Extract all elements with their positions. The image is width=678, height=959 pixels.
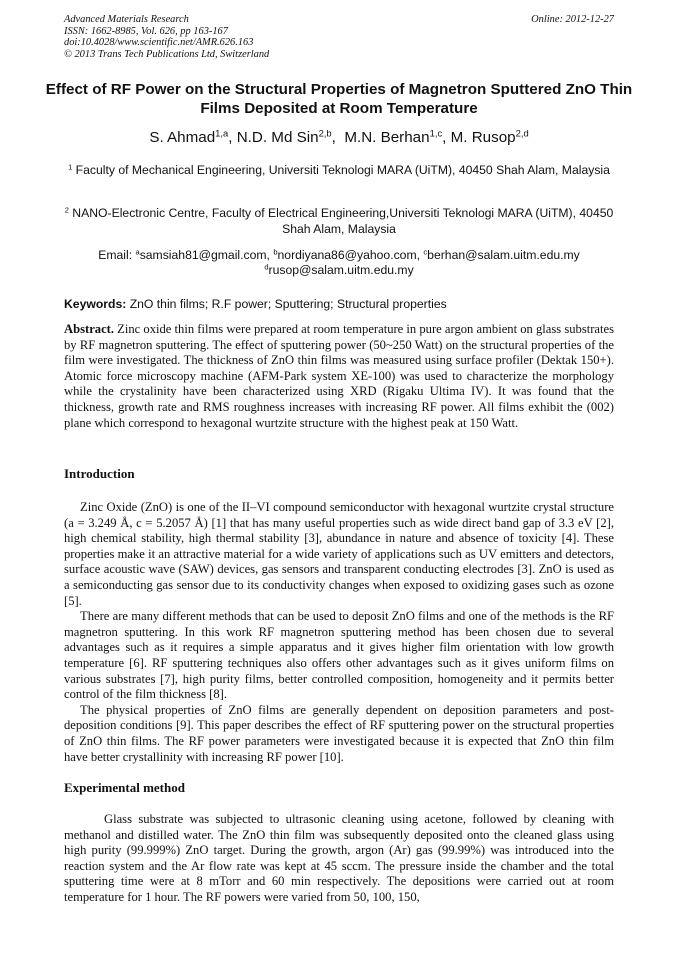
keywords: Keywords: ZnO thin films; R.F power; Sputtering; Structural properties bbox=[64, 297, 447, 311]
keywords-label: Keywords: bbox=[64, 297, 127, 311]
journal-header bbox=[64, 14, 614, 60]
section-heading-introduction: Introduction bbox=[64, 466, 135, 481]
email-address: rusop@salam.uitm.edu.my bbox=[268, 263, 414, 277]
author: M. Rusop$^{2,d}$ bbox=[450, 127, 529, 146]
author: N.D. Md Sin$^{2,b}$, bbox=[236, 127, 345, 146]
doi-line: doi:10.4028/www.scientific.net/AMR.626.163 bbox=[64, 37, 254, 49]
copyright-line: © 2013 Trans Tech Publications Ltd, Switzerland bbox=[64, 48, 270, 60]
affiliation-1: $^1$ Faculty of Mechanical Engineering, Universiti Teknologi MARA (UiTM), 40450 Shah Alam, Malaysia bbox=[68, 162, 610, 177]
introduction-body bbox=[64, 500, 614, 765]
paper-title: Effect of RF Power on the Structural Properties of Magnetron Sputtered ZnO Thin Films Deposited at Room Temperature bbox=[45, 81, 633, 117]
abstract-label: Abstract. bbox=[64, 322, 115, 336]
abstract: Abstract. Zinc oxide thin films were prepared at room temperature in pure argon ambient on glass substrates by RF magnetron sputtering. The effect of sputtering power (50~250 Watt) on the structural properties of the film were investigated. The thickness of ZnO thin films was measured using surface profiler (Dektak 150+). Atomic force microscopy machine (AFM-Park system XE-100) was used to characterize the morphology while the crystalinity have been characterized using XRD (Rigaku Ultima IV). It was found that the thickness, growth rate and RMS roughness increases with increasing RF power. All films exhibit the (002) plane which correspond to hexagonal wurtzite structure with the highest peak at 150 Watt. bbox=[64, 322, 614, 430]
author: S. Ahmad$^{1,a}$, bbox=[149, 127, 237, 146]
experimental-body: Glass substrate was subjected to ultrasonic cleaning using acetone, followed by cleaning with methanol and distilled water. The ZnO thin film was subsequently deposited onto the cleaned glass using high purity (99.999%) ZnO target. During the growth, argon (Ar) gas (99.99%) was introduced into the reaction system and the Ar flow rate was kept at 45 sccm. The pressure inside the chamber and the total sputtering time were at 8 mTorr and 60 min respectively. The depositions were carried out at room temperature for 1 hour. The RF powers were varied from 50, 100, 150, bbox=[64, 812, 614, 904]
section-heading-experimental: Experimental method bbox=[64, 780, 185, 795]
email-address: berhan@salam.uitm.edu.my bbox=[427, 248, 580, 262]
author: M.N. Berhan$^{1,c}$, bbox=[344, 127, 451, 146]
intro-paragraph: The physical properties of ZnO films are generally dependent on deposition parameters and post-deposition conditions [9]. This paper describes the effect of RF sputtering power on the structural properties of ZnO thin films. The RF power parameters were investigated because it is expected that ZnO thin film have better crystallinity with increasing RF power [10]. bbox=[64, 702, 614, 764]
author-list bbox=[40, 128, 638, 148]
online-date: Online: 2012-12-27 bbox=[531, 14, 614, 25]
email-list: Email: $^a$samsiah81@gmail.com, $^b$nordiyana86@yahoo.com, $^c$berhan@salam.uitm.edu.my $^d$rusop@salam.uitm.edu.my bbox=[98, 247, 580, 277]
issn-line: ISSN: 1662-8985, Vol. 626, pp 163-167 bbox=[64, 25, 228, 37]
email-address: samsiah81@gmail.com bbox=[139, 248, 267, 262]
journal-name: Advanced Materials Research bbox=[64, 14, 189, 25]
intro-paragraph: There are many different methods that can be used to deposit ZnO films and one of the methods is the RF magnetron sputtering. In this work RF magnetron sputtering method has been chosen due to several advantages such as it requires a simple apparatus and it gives higher film orientation with low growth temperature [6]. RF sputtering techniques also offers other advantages such as it gives uniform films on various substrates [7], high purity films, better controlled composition, homogeneity and it permits better control of the film thickness [8]. bbox=[64, 609, 614, 702]
affiliation-2: $^2$ NANO-Electronic Centre, Faculty of Electrical Engineering,Universiti Teknologi MARA (UiTM), 40450 Shah Alam, Malaysia bbox=[64, 205, 614, 236]
email-address: nordiyana86@yahoo.com bbox=[277, 248, 417, 262]
intro-paragraph: Zinc Oxide (ZnO) is one of the II–VI compound semiconductor with hexagonal wurtzite crystal structure (a = 3.249 Å, c = 5.2057 Å) [1] that has many useful properties such as wide direct band gap of 3.3 eV [2], high chemical stability, high thermal stability [3], abundance in nature and absence of toxicity [4]. These properties make it an attractive material for a wide variety of applications such as UV emitters and detectors, surface acoustic wave (SAW) devices, gas sensors and transparent conducting electrodes [3]. ZnO is used as a semiconducting gas sensor due to its conductivity changes when exposed to oxidizing gases such as ozone [5]. bbox=[64, 500, 614, 608]
